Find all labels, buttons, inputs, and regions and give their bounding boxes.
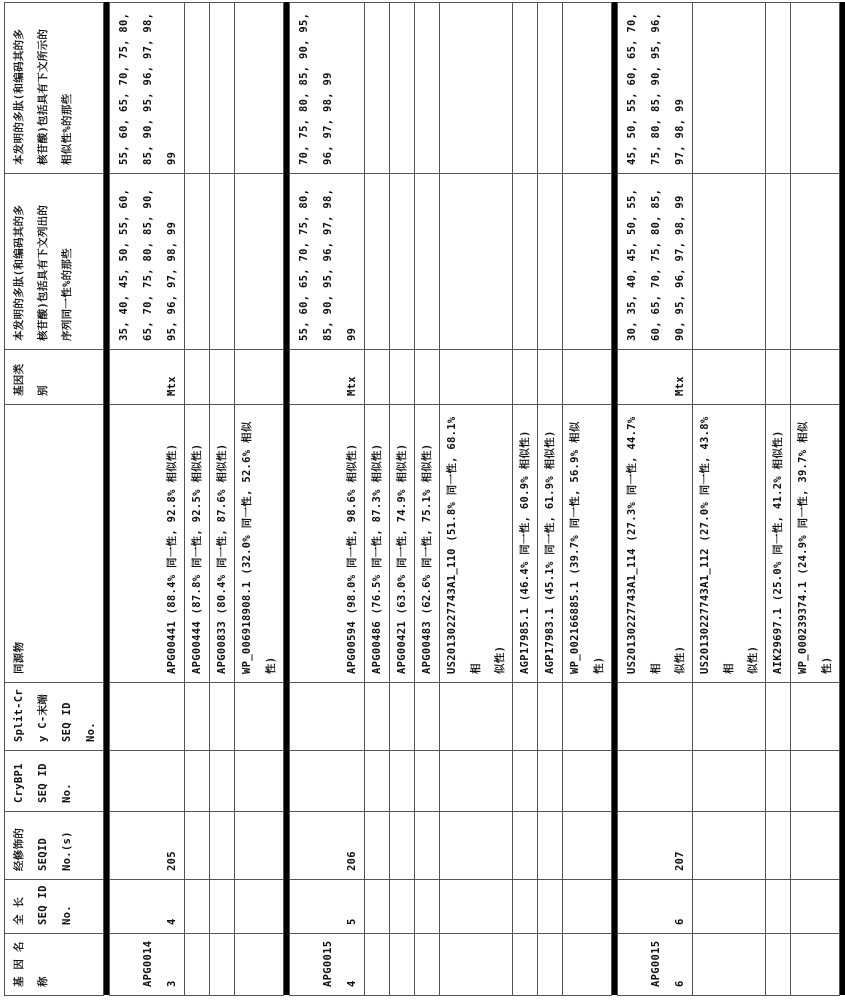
homolog-cell: WP_000239374.1 (24.9% 同一性, 39.7% 相似性) xyxy=(791,405,840,683)
full-length-seq-id-cell xyxy=(185,880,210,934)
crybp1-seq-id-cell xyxy=(513,751,538,812)
full-length-seq-id-cell xyxy=(365,880,390,934)
header-split-cry-seq-id: Split-Cr y C-末端 SEQ ID No. xyxy=(5,683,104,751)
identity-percent-cell xyxy=(791,174,840,350)
homolog-row xyxy=(390,3,415,996)
gene-name-cell xyxy=(791,934,840,996)
divider-line xyxy=(840,3,845,996)
homolog-cell: APG00594 (98.0% 同一性, 98.6% 相似性) xyxy=(290,405,365,683)
identity-percent-cell: 30, 35, 40, 45, 50, 55, 60, 65, 70, 75, 80, 85, 90, 95, 96, 97, 98, 99 xyxy=(618,174,693,350)
similarity-percent-cell xyxy=(538,3,563,174)
full-length-seq-id-cell xyxy=(390,880,415,934)
crybp1-seq-id-cell xyxy=(766,751,791,812)
gene-name-cell xyxy=(365,934,390,996)
homolog-row xyxy=(513,3,538,996)
homolog-cell: APG00483 (62.6% 同一性, 75.1% 相似性) xyxy=(415,405,440,683)
split-cry-seq-id-cell xyxy=(185,683,210,751)
identity-percent-cell xyxy=(185,174,210,350)
crybp1-seq-id-cell xyxy=(110,751,185,812)
header-row xyxy=(5,3,104,996)
split-cry-seq-id-cell xyxy=(415,683,440,751)
similarity-percent-cell xyxy=(440,3,513,174)
gene-name-cell xyxy=(210,934,235,996)
homolog-cell: AIK29697.1 (25.0% 同一性, 41.2% 相似性) xyxy=(766,405,791,683)
homolog-row xyxy=(210,3,235,996)
header-crybp1-seq-id: CryBP1 SEQ ID No. xyxy=(5,751,104,812)
similarity-percent-cell xyxy=(210,3,235,174)
full-length-seq-id-cell xyxy=(538,880,563,934)
header-similarity-percent: 本发明的多肽(和编码其的多 核苷酸)包括具有下文所示的 相似性%的那些 xyxy=(5,3,104,174)
homolog-row xyxy=(235,3,284,996)
crybp1-seq-id-cell xyxy=(210,751,235,812)
modified-seq-id-cell: 207 xyxy=(618,812,693,880)
homolog-row xyxy=(693,3,766,996)
homolog-cell: APG00486 (76.5% 同一性, 87.3% 相似性) xyxy=(365,405,390,683)
header-full-length-seq-id: 全 长 SEQ ID No. xyxy=(5,880,104,934)
full-length-seq-id-cell xyxy=(440,880,513,934)
gene-name-cell xyxy=(440,934,513,996)
split-cry-seq-id-cell xyxy=(791,683,840,751)
homolog-row xyxy=(538,3,563,996)
crybp1-seq-id-cell xyxy=(440,751,513,812)
gene-name-cell xyxy=(538,934,563,996)
modified-seq-id-cell xyxy=(440,812,513,880)
split-cry-seq-id-cell xyxy=(290,683,365,751)
identity-percent-cell xyxy=(538,174,563,350)
gene-row xyxy=(290,3,365,996)
split-cry-seq-id-cell xyxy=(365,683,390,751)
modified-seq-id-cell: 206 xyxy=(290,812,365,880)
split-cry-seq-id-cell xyxy=(693,683,766,751)
header-gene-name: 基 因 名 称 xyxy=(5,934,104,996)
similarity-percent-cell: 55, 60, 65, 70, 75, 80, 85, 90, 95, 96, 97, 98, 99 xyxy=(110,3,185,174)
crybp1-seq-id-cell xyxy=(563,751,612,812)
crybp1-seq-id-cell xyxy=(390,751,415,812)
homolog-cell: APG00421 (63.0% 同一性, 74.9% 相似性) xyxy=(390,405,415,683)
gene-name-cell: APG0015 4 xyxy=(290,934,365,996)
gene-class-cell xyxy=(235,350,284,405)
homolog-cell: APG00444 (87.8% 同一性, 92.5% 相似性) xyxy=(185,405,210,683)
homolog-cell: APG00441 (88.4% 同一性, 92.8% 相似性) xyxy=(110,405,185,683)
full-length-seq-id-cell xyxy=(415,880,440,934)
full-length-seq-id-cell xyxy=(563,880,612,934)
gene-class-cell xyxy=(390,350,415,405)
identity-percent-cell: 55, 60, 65, 70, 75, 80, 85, 90, 95, 96, 97, 98, 99 xyxy=(290,174,365,350)
gene-name-cell xyxy=(766,934,791,996)
gene-row xyxy=(110,3,185,996)
homolog-row xyxy=(415,3,440,996)
rotated-document-page xyxy=(0,0,676,1000)
similarity-percent-cell xyxy=(185,3,210,174)
gene-name-cell xyxy=(185,934,210,996)
identity-percent-cell xyxy=(766,174,791,350)
split-cry-seq-id-cell xyxy=(563,683,612,751)
modified-seq-id-cell xyxy=(185,812,210,880)
identity-percent-cell xyxy=(365,174,390,350)
homolog-row xyxy=(440,3,513,996)
modified-seq-id-cell xyxy=(365,812,390,880)
identity-percent-cell xyxy=(693,174,766,350)
modified-seq-id-cell xyxy=(766,812,791,880)
split-cry-seq-id-cell xyxy=(235,683,284,751)
identity-percent-cell xyxy=(210,174,235,350)
gene-name-cell xyxy=(513,934,538,996)
modified-seq-id-cell xyxy=(693,812,766,880)
similarity-percent-cell: 70, 75, 80, 85, 90, 95, 96, 97, 98, 99 xyxy=(290,3,365,174)
gene-homolog-table xyxy=(4,2,845,996)
gene-name-cell xyxy=(563,934,612,996)
crybp1-seq-id-cell xyxy=(235,751,284,812)
modified-seq-id-cell xyxy=(513,812,538,880)
gene-class-cell xyxy=(538,350,563,405)
homolog-row xyxy=(766,3,791,996)
split-cry-seq-id-cell xyxy=(440,683,513,751)
gene-class-cell xyxy=(513,350,538,405)
modified-seq-id-cell xyxy=(563,812,612,880)
split-cry-seq-id-cell xyxy=(766,683,791,751)
gene-name-cell: APG0014 3 xyxy=(110,934,185,996)
crybp1-seq-id-cell xyxy=(365,751,390,812)
crybp1-seq-id-cell xyxy=(290,751,365,812)
full-length-seq-id-cell: 4 xyxy=(110,880,185,934)
modified-seq-id-cell xyxy=(210,812,235,880)
split-cry-seq-id-cell xyxy=(110,683,185,751)
header-identity-percent: 本发明的多肽(和编码其的多 核苷酸)包括具有下文列出的 序列同一性%的那些 xyxy=(5,174,104,350)
similarity-percent-cell xyxy=(513,3,538,174)
header-modified-seq-id: 经修饰的 SEQID No.(s) xyxy=(5,812,104,880)
identity-percent-cell xyxy=(563,174,612,350)
homolog-row xyxy=(563,3,612,996)
split-cry-seq-id-cell xyxy=(210,683,235,751)
group-divider xyxy=(840,3,845,996)
gene-class-cell xyxy=(365,350,390,405)
gene-class-cell: Mtx xyxy=(618,350,693,405)
gene-name-cell xyxy=(390,934,415,996)
modified-seq-id-cell xyxy=(390,812,415,880)
crybp1-seq-id-cell xyxy=(618,751,693,812)
homolog-cell: US20130227743A1_114 (27.3% 同一性, 44.7% 相 似性) xyxy=(618,405,693,683)
gene-name-cell xyxy=(415,934,440,996)
full-length-seq-id-cell: 6 xyxy=(618,880,693,934)
modified-seq-id-cell xyxy=(538,812,563,880)
similarity-percent-cell xyxy=(766,3,791,174)
similarity-percent-cell: 45, 50, 55, 60, 65, 70, 75, 80, 85, 90, 95, 96, 97, 98, 99 xyxy=(618,3,693,174)
similarity-percent-cell xyxy=(693,3,766,174)
similarity-percent-cell xyxy=(415,3,440,174)
full-length-seq-id-cell xyxy=(513,880,538,934)
crybp1-seq-id-cell xyxy=(693,751,766,812)
homolog-cell: US20130227743A1_112 (27.0% 同一性, 43.8% 相 似性) xyxy=(693,405,766,683)
homolog-row xyxy=(365,3,390,996)
modified-seq-id-cell: 205 xyxy=(110,812,185,880)
full-length-seq-id-cell: 5 xyxy=(290,880,365,934)
similarity-percent-cell xyxy=(563,3,612,174)
split-cry-seq-id-cell xyxy=(538,683,563,751)
homolog-row xyxy=(791,3,840,996)
homolog-cell: WP_002166885.1 (39.7% 同一性, 56.9% 相似性) xyxy=(563,405,612,683)
crybp1-seq-id-cell xyxy=(415,751,440,812)
split-cry-seq-id-cell xyxy=(513,683,538,751)
gene-name-cell: APG0015 6 xyxy=(618,934,693,996)
identity-percent-cell xyxy=(390,174,415,350)
modified-seq-id-cell xyxy=(791,812,840,880)
split-cry-seq-id-cell xyxy=(390,683,415,751)
homolog-cell: APG00833 (80.4% 同一性, 87.6% 相似性) xyxy=(210,405,235,683)
gene-class-cell xyxy=(185,350,210,405)
similarity-percent-cell xyxy=(365,3,390,174)
split-cry-seq-id-cell xyxy=(618,683,693,751)
gene-name-cell xyxy=(693,934,766,996)
crybp1-seq-id-cell xyxy=(185,751,210,812)
identity-percent-cell xyxy=(235,174,284,350)
homolog-row xyxy=(185,3,210,996)
homolog-cell: WP_006918908.1 (32.0% 同一性, 52.6% 相似性) xyxy=(235,405,284,683)
gene-class-cell xyxy=(766,350,791,405)
identity-percent-cell xyxy=(440,174,513,350)
identity-percent-cell: 35, 40, 45, 50, 55, 60, 65, 70, 75, 80, 85, 90, 95, 96, 97, 98, 99 xyxy=(110,174,185,350)
identity-percent-cell xyxy=(415,174,440,350)
full-length-seq-id-cell xyxy=(791,880,840,934)
gene-row xyxy=(618,3,693,996)
crybp1-seq-id-cell xyxy=(791,751,840,812)
identity-percent-cell xyxy=(513,174,538,350)
gene-class-cell xyxy=(693,350,766,405)
gene-class-cell: Mtx xyxy=(110,350,185,405)
full-length-seq-id-cell xyxy=(766,880,791,934)
gene-class-cell xyxy=(440,350,513,405)
gene-class-cell: Mtx xyxy=(290,350,365,405)
header-homolog: 同源物 xyxy=(5,405,104,683)
homolog-cell: AGP17983.1 (45.1% 同一性, 61.9% 相似性) xyxy=(538,405,563,683)
header-gene-class: 基因类 别 xyxy=(5,350,104,405)
gene-class-cell xyxy=(791,350,840,405)
full-length-seq-id-cell xyxy=(693,880,766,934)
modified-seq-id-cell xyxy=(235,812,284,880)
similarity-percent-cell xyxy=(791,3,840,174)
homolog-cell: US20130227743A1_110 (51.8% 同一性, 68.1% 相 似性) xyxy=(440,405,513,683)
gene-class-cell xyxy=(563,350,612,405)
gene-name-cell xyxy=(235,934,284,996)
gene-class-cell xyxy=(415,350,440,405)
crybp1-seq-id-cell xyxy=(538,751,563,812)
full-length-seq-id-cell xyxy=(210,880,235,934)
homolog-cell: AGP17985.1 (46.4% 同一性, 60.9% 相似性) xyxy=(513,405,538,683)
similarity-percent-cell xyxy=(390,3,415,174)
modified-seq-id-cell xyxy=(415,812,440,880)
similarity-percent-cell xyxy=(235,3,284,174)
full-length-seq-id-cell xyxy=(235,880,284,934)
gene-class-cell xyxy=(210,350,235,405)
